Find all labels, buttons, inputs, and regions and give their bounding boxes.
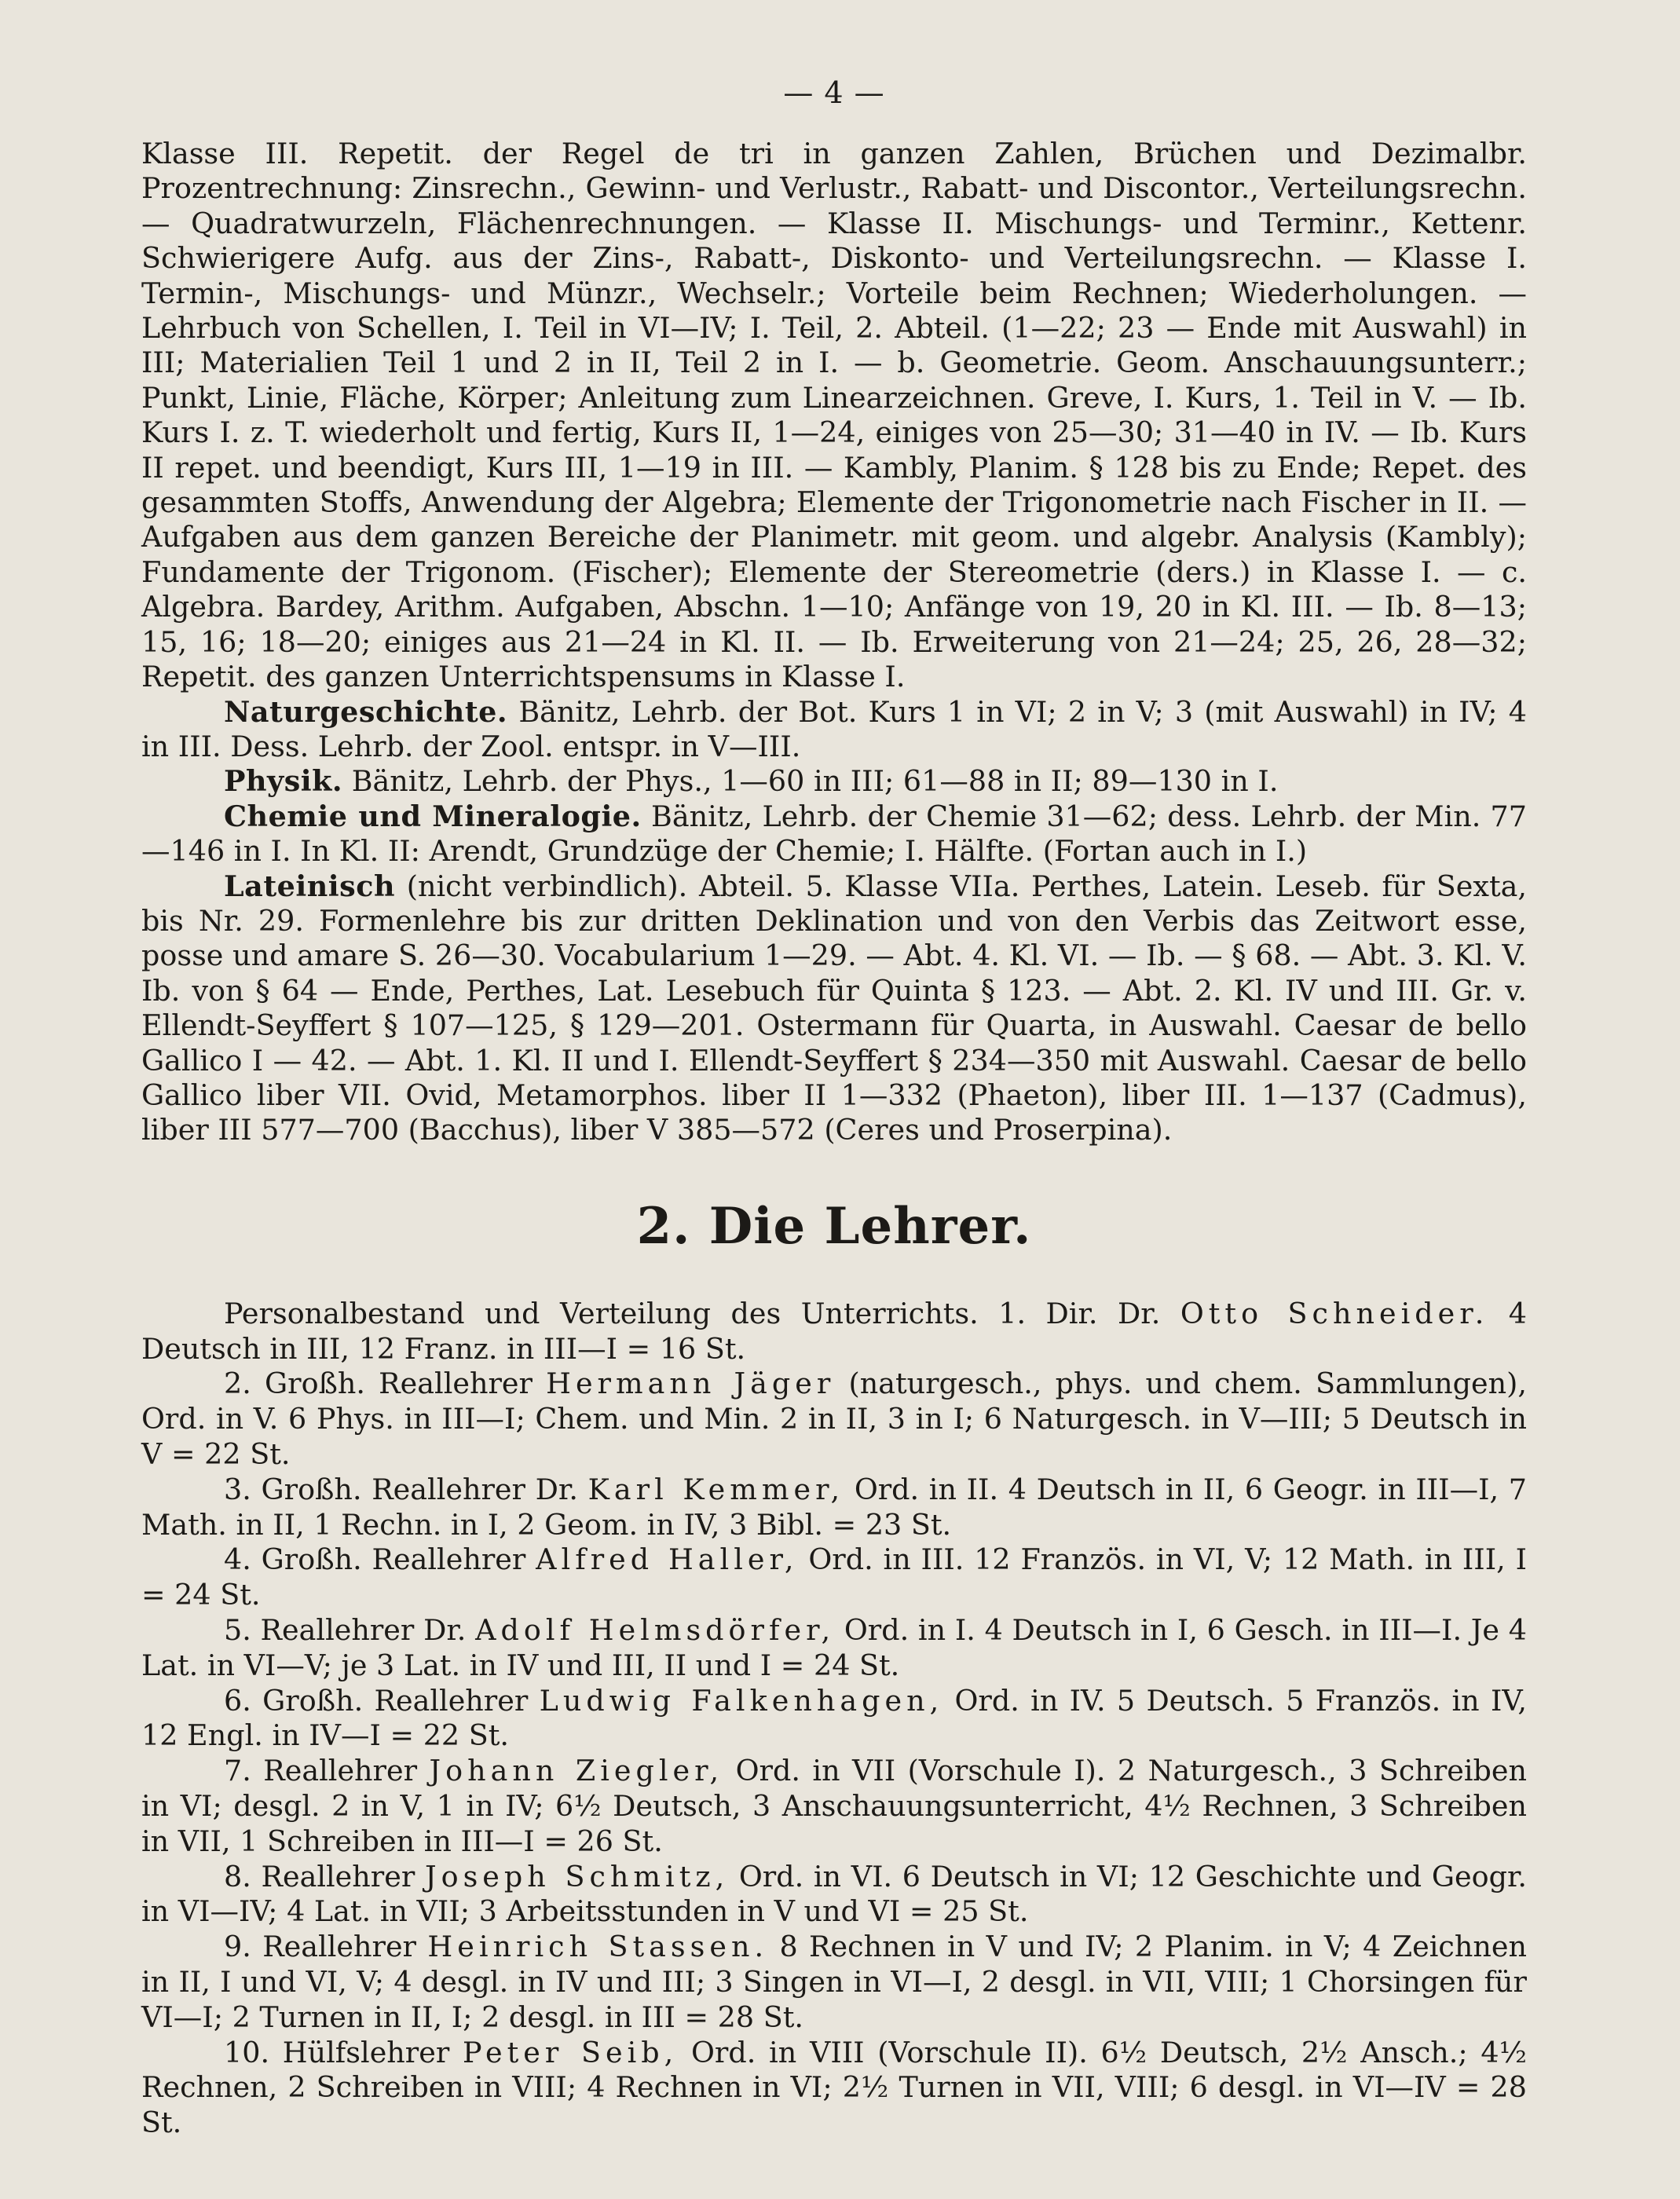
physics-heading: Physik. — [224, 764, 343, 799]
teacher-assignment: Ord. in I. 4 Deutsch in I, 6 Gesch. in III—I. Je 4 Lat. in VI—V; je 3 Lat. in IV und III, II und I = 24 St. — [141, 1612, 1527, 1682]
teacher-name: Adolf Helmsdörfer, — [475, 1612, 836, 1647]
teacher-assignment: Ord. in IV. 5 Deutsch. 5 Französ. in IV, 12 Engl. in IV—I = 22 St. — [141, 1683, 1527, 1753]
latin-paragraph — [141, 869, 1527, 1148]
mathematics-curriculum: Klasse III. Repetit. der Regel de tri in ganzen Zahlen, Brüchen und Dezimalbr. Prozentrechnung: Zinsrechn., Gewinn- und Verlustr., Rabatt- und Discontor., Verteilungsrechn. — Quadratwurzeln, Flächenrechnungen. — Klasse II. Mischungs- und Terminr., Kettenr. Schwierigere Aufg. aus der Zins-, Rabatt-, Diskonto- und Verteilungsrechn. — Klasse I. Termin-, Mischungs- und Münzr., Wechselr.; Vorteile beim Rechnen; Wiederholungen. — Lehrbuch von Schellen, I. Teil in VI—IV; I. Teil, 2. Abteil. (1—22; 23 — Ende mit Auswahl) in III; Materialien Teil 1 und 2 in II, Teil 2 in I. — b. Geometrie. Geom. Anschauungsunterr.; Punkt, Linie, Fläche, Körper; Anleitung zum Linearzeichnen. Greve, I. Kurs, 1. Teil in V. — Ib. Kurs I. z. T. wiederholt und fertig, Kurs II, 1—24, einiges von 25—30; 31—40 in IV. — Ib. Kurs II repet. und beendigt, Kurs III, 1—19 in III. — Kambly, Planim. § 128 bis zu Ende; Repet. des gesammten Stoffs, Anwendung der Algebra; Elemente der Trigonometrie nach Fischer in II. — Aufgaben aus dem ganzen Bereiche der Planimetr. mit geom. und algebr. Analysis (Kambly); Fundamente der Trigonom. (Fischer); Elemente der Stereometrie (ders.) in Klasse I. — c. Algebra. Bardey, Arithm. Aufgaben, Abschn. 1—10; Anfänge von 19, 20 in Kl. III. — Ib. 8—13; 15, 16; 18—20; einiges aus 21—24 in Kl. II. — Ib. Erweiterung von 21—24; 25, 26, 28—32; Repetit. des ganzen Unterrichtspensums in Klasse I. — [141, 137, 1527, 694]
teacher-assignment: 4 Deutsch in III, 12 Franz. in III—I = 16 St. — [141, 1296, 1528, 1366]
teacher-assignment: Ord. in II. 4 Deutsch in II, 6 Geogr. in III—I, 7 Math. in II, 1 Rechn. in I, 2 Geom. in IV, 3 Bibl. = 23 St. — [141, 1472, 1527, 1542]
teacher-entry — [141, 1473, 1527, 1543]
teacher-assignment: (naturgesch., phys. und chem. Sammlungen), Ord. in V. 6 Phys. in III—I; Chem. und Min. 2 in II, 3 in I; 6 Naturgesch. in V—III; 5 Deutsch in V = 22 St. — [141, 1367, 1527, 1471]
teacher-entry — [141, 2036, 1527, 2141]
teacher-assignment: Ord. in VIII (Vorschule II). 6½ Deutsch, 2½ Ansch.; 4½ Rechnen, 2 Schreiben in VIII; 4 Rechnen in VI; 2½ Turnen in VII, VIII; 6 desgl. in VI—IV = 28 St. — [141, 2035, 1528, 2140]
latin-heading: Lateinisch — [224, 869, 395, 903]
chemistry-heading: Chemie und Mineralogie. — [224, 799, 642, 833]
teacher-entry — [141, 1860, 1527, 1930]
teacher-entry — [141, 1684, 1527, 1754]
teacher-name: Hermann Jäger — [546, 1367, 836, 1401]
teacher-entry — [141, 1297, 1527, 1367]
physics-text: Bänitz, Lehrb. der Phys., 1—60 in III; 61—88 in II; 89—130 in I. — [351, 764, 1279, 799]
teacher-role: 5. Reallehrer Dr. — [224, 1612, 467, 1647]
teacher-list — [141, 1297, 1527, 2141]
teacher-assignment: Ord. in VI. 6 Deutsch in VI; 12 Geschichte und Geogr. in VI—IV; 4 Lat. in VII; 3 Arbeitsstunden in V und VI = 25 St. — [141, 1859, 1527, 1929]
teacher-entry — [141, 1367, 1527, 1472]
teacher-name: Joseph Schmitz, — [424, 1859, 730, 1893]
teacher-assignment: Ord. in III. 12 Französ. in VI, V; 12 Math. in III, I = 24 St. — [141, 1542, 1527, 1612]
physics-paragraph — [141, 764, 1527, 799]
teacher-name: Heinrich Stassen. — [427, 1930, 769, 1964]
teacher-entry — [141, 1613, 1527, 1684]
teacher-assignment: Ord. in VII (Vorschule I). 2 Naturgesch., 3 Schreiben in VI; desgl. 2 in V, 1 in IV; 6½ Deutsch, 3 Anschauungsunterricht, 4½ Rechnen, 3 Schreiben in VII, 1 Schreiben in III—I = 26 St. — [141, 1754, 1528, 1858]
teacher-name: Peter Seib, — [463, 2035, 679, 2069]
natural-history-heading: Naturgeschichte. — [224, 694, 508, 729]
teacher-entry — [141, 1754, 1527, 1859]
latin-text: (nicht verbindlich). Abteil. 5. Klasse VIIa. Perthes, Latein. Leseb. für Sexta, bis Nr. 29. Formenlehre bis zur dritten Deklination und von den Verbis das Zeitwort esse, posse und amare S. 26—30. Vocabularium 1—29. — Abt. 4. Kl. VI. — Ib. — § 68. — Abt. 3. Kl. V. Ib. von § 64 — Ende, Perthes, Lat. Lesebuch für Quinta § 123. — Abt. 2. Kl. IV und III. Gr. v. Ellendt-Seyffert § 107—125, § 129—201. Ostermann für Quarta, in Auswahl. Caesar de bello Gallico I — 42. — Abt. 1. Kl. II und I. Ellendt-Seyffert § 234—350 mit Auswahl. Caesar de bello Gallico liber VII. Ovid, Metamorphos. liber II 1—332 (Phaeton), liber III. 1—137 (Cadmus), liber III 577—700 (Bacchus), liber V 385—572 (Ceres und Proserpina). — [141, 869, 1527, 1147]
teacher-entry — [141, 1930, 1527, 2035]
teacher-role: 3. Großh. Reallehrer Dr. — [224, 1472, 578, 1506]
teacher-name: Karl Kemmer, — [587, 1472, 845, 1506]
teacher-name: Ludwig Falkenhagen, — [539, 1683, 944, 1718]
teacher-role: 2. Großh. Reallehrer — [224, 1367, 533, 1401]
teacher-name: Johann Ziegler, — [429, 1754, 724, 1788]
teacher-entry — [141, 1542, 1527, 1613]
page-number: — 4 — — [783, 75, 885, 110]
teacher-role: 4. Großh. Reallehrer — [224, 1542, 526, 1577]
teacher-role: Personalbestand und Verteilung des Unterrichts. 1. Dir. Dr. — [224, 1296, 1161, 1330]
teacher-role: 7. Reallehrer — [224, 1754, 418, 1788]
teacher-name: Alfred Haller, — [536, 1542, 799, 1577]
natural-history-text: Bänitz, Lehrb. der Bot. Kurs 1 in VI; 2 in V; 3 (mit Auswahl) in IV; 4 in III. Dess. Lehrb. der Zool. entspr. in V—III. — [141, 694, 1527, 763]
teacher-assignment: 8 Rechnen in V und IV; 2 Planim. in V; 4 Zeichnen in II, I und VI, V; 4 desgl. in IV und III; 3 Singen in VI—I, 2 desgl. in VII, VIII; 1 Chorsingen für VI—I; 2 Turnen in II, I; 2 desgl. in III = 28 St. — [141, 1930, 1527, 2034]
natural-history-paragraph — [141, 695, 1527, 765]
teacher-role: 10. Hülfslehrer — [224, 2035, 450, 2069]
teacher-role: 6. Großh. Reallehrer — [224, 1683, 529, 1718]
chemistry-paragraph — [141, 799, 1527, 869]
teacher-name: Otto Schneider. — [1180, 1296, 1489, 1330]
section-title-teachers: 2. Die Lehrer. — [636, 1196, 1032, 1256]
teacher-role: 9. Reallehrer — [224, 1930, 416, 1964]
chemistry-text: Bänitz, Lehrb. der Chemie 31—62; dess. Lehrb. der Min. 77—146 in I. In Kl. II: Arendt, Grundzüge der Chemie; I. Hälfte. (Fortan auch in I.) — [141, 799, 1528, 869]
teacher-role: 8. Reallehrer — [224, 1859, 415, 1893]
